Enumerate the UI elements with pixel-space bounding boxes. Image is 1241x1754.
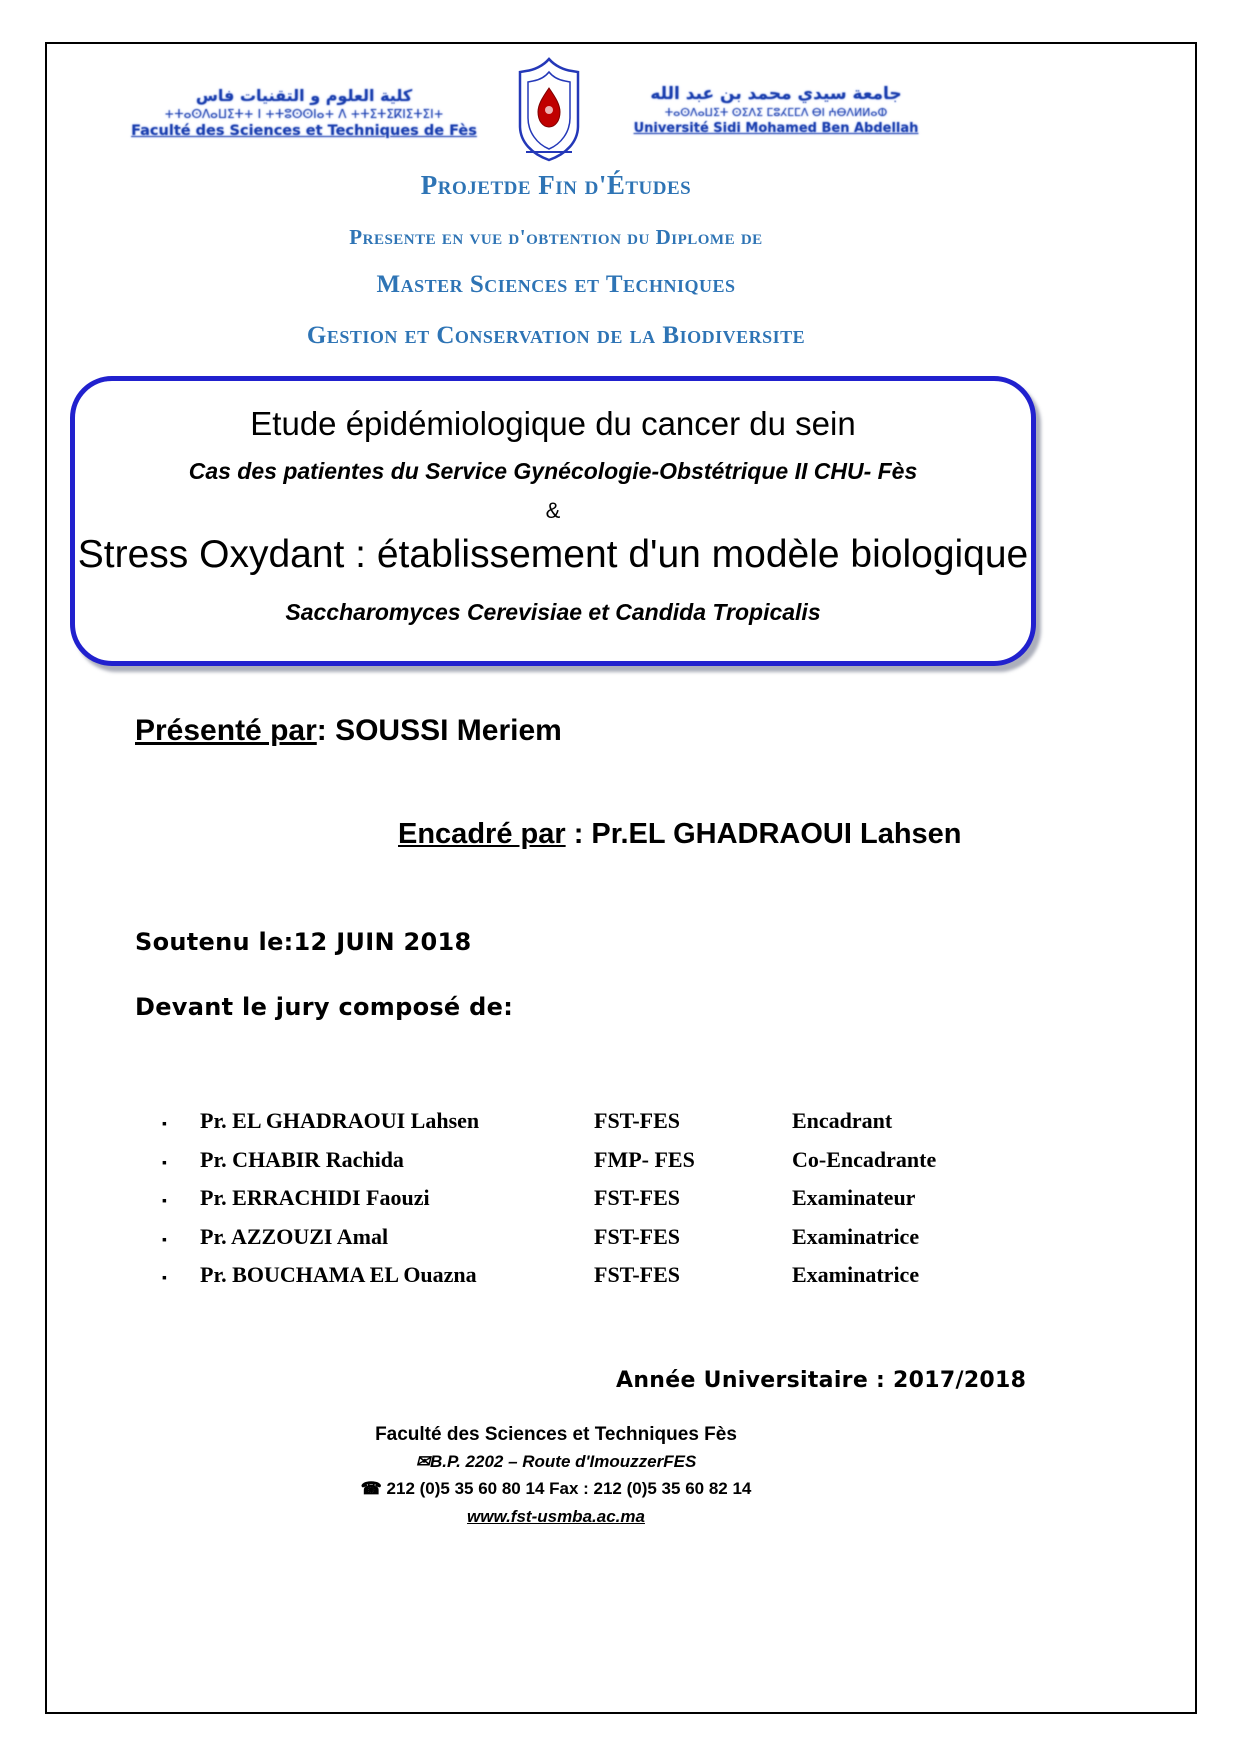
jury-row [162, 1224, 1022, 1263]
presented-by-label: Présenté par [135, 714, 317, 747]
footer-phone-line [70, 1479, 1042, 1499]
jury-member-institution: FST-FES [594, 1223, 681, 1249]
footer-website: www.fst-usmba.ac.ma [467, 1507, 645, 1526]
jury-row [162, 1147, 1022, 1186]
jury-member-name: Pr. BOUCHAMA EL Ouazna [200, 1262, 477, 1287]
jury-member-role: Encadrant [792, 1108, 893, 1133]
university-logo-tifinagh: ⵜⴰⵙⴷⴰⵡⵉⵜ ⵙⵉⴷⵉ ⵎⵓⵃⵎⵎⴷ ⴱⵏ ⵄⴱⴷⵍⵍⴰⵀ [664, 106, 888, 119]
heading-projet-fin-etudes: Projetde Fin d'Études [420, 170, 692, 200]
bullet-square-icon: ▪ [162, 1232, 167, 1248]
faculty-logo-tifinagh: +ⵜⴰⵙⴷⴰⵡⵉⵜ+ ⵏ +ⵜⵓⵙⵙⵏⴰ+ ⴷ +ⵜⵉⵜⵉⴽⵏⵉⵜⵉⵏ+ [164, 107, 444, 121]
supervised-by-line [398, 818, 962, 851]
faculty-logo [118, 86, 490, 139]
footer-address-text: B.P. 2202 – Route d'ImouzzerFES [429, 1452, 697, 1471]
heading-master: Master Sciences et Techniques [376, 271, 736, 298]
jury-row [162, 1262, 1022, 1301]
heading-gestion-biodiversite: Gestion et Conservation de la Biodiversite [306, 322, 806, 349]
defense-date-line: Soutenu le:12 JUIN 2018 [135, 928, 472, 956]
jury-list [162, 1108, 1022, 1301]
presented-by-line [135, 714, 562, 748]
jury-member-name: Pr. CHABIR Rachida [200, 1146, 404, 1172]
jury-row [162, 1108, 1022, 1147]
jury-member-institution: FST-FES [594, 1262, 681, 1287]
thesis-subtitle-2: Saccharomyces Cerevisiae et Candida Tropicalis [285, 599, 821, 625]
heading-presente-diplome: Presente en vue d'obtention du Diplome de [349, 225, 763, 249]
envelope-icon: ✉ [415, 1452, 430, 1471]
supervised-by-value: : Pr.EL GHADRAOUI Lahsen [565, 818, 962, 850]
jury-member-name: Pr. AZZOUZI Amal [200, 1223, 389, 1249]
thesis-title-1: Etude épidémiologique du cancer du sein [250, 405, 856, 442]
university-logo-french: Université Sidi Mohamed Ben Abdellah [633, 121, 919, 136]
jury-member-role: Examinatrice [792, 1262, 920, 1287]
university-logo-arabic: جامعة سيدي محمد بن عبد الله [650, 84, 902, 104]
jury-member-institution: FST-FES [594, 1108, 681, 1133]
jury-member-institution: FMP- FES [594, 1146, 695, 1172]
jury-member-role: Co-Encadrante [792, 1146, 937, 1172]
thesis-subtitle-1: Cas des patientes du Service Gynécologie-Obstétrique II CHU- Fès [188, 458, 918, 484]
university-logo [628, 84, 924, 136]
title-separator-ampersand: & [545, 498, 561, 523]
jury-row [162, 1185, 1022, 1224]
academic-year-line: Année Universitaire : 2017/2018 [616, 1368, 1027, 1393]
jury-member-name: Pr. ERRACHIDI Faouzi [200, 1185, 430, 1210]
jury-member-institution: FST-FES [594, 1185, 681, 1210]
phone-icon: ☎ [360, 1479, 382, 1498]
bullet-square-icon: ▪ [162, 1271, 167, 1286]
jury-member-name: Pr. EL GHADRAOUI Lahsen [200, 1108, 480, 1133]
jury-intro-line: Devant le jury composé de: [135, 993, 514, 1021]
faculty-logo-french: Faculté des Sciences et Techniques de Fès [131, 123, 477, 139]
presented-by-value: : SOUSSI Meriem [316, 714, 562, 747]
bullet-square-icon: ▪ [162, 1155, 167, 1171]
thesis-title-box [70, 376, 1036, 666]
footer-phone-text: 212 (0)5 35 60 80 14 Fax : 212 (0)5 35 60 82 14 [386, 1479, 752, 1498]
faculty-logo-arabic: كلية العلوم و التقنيات فاس [195, 86, 413, 105]
footer-address-line [70, 1452, 1042, 1472]
bullet-square-icon: ▪ [162, 1194, 167, 1209]
supervised-by-label: Encadré par [398, 818, 566, 850]
jury-member-role: Examinatrice [792, 1223, 920, 1249]
footer-faculty-name: Faculté des Sciences et Techniques Fès [375, 1424, 737, 1445]
thesis-title-2: Stress Oxydant : établissement d'un modèle biologique [77, 533, 1029, 576]
jury-member-role: Examinateur [792, 1185, 916, 1210]
bullet-square-icon: ▪ [162, 1117, 167, 1132]
university-emblem-icon [506, 56, 592, 164]
